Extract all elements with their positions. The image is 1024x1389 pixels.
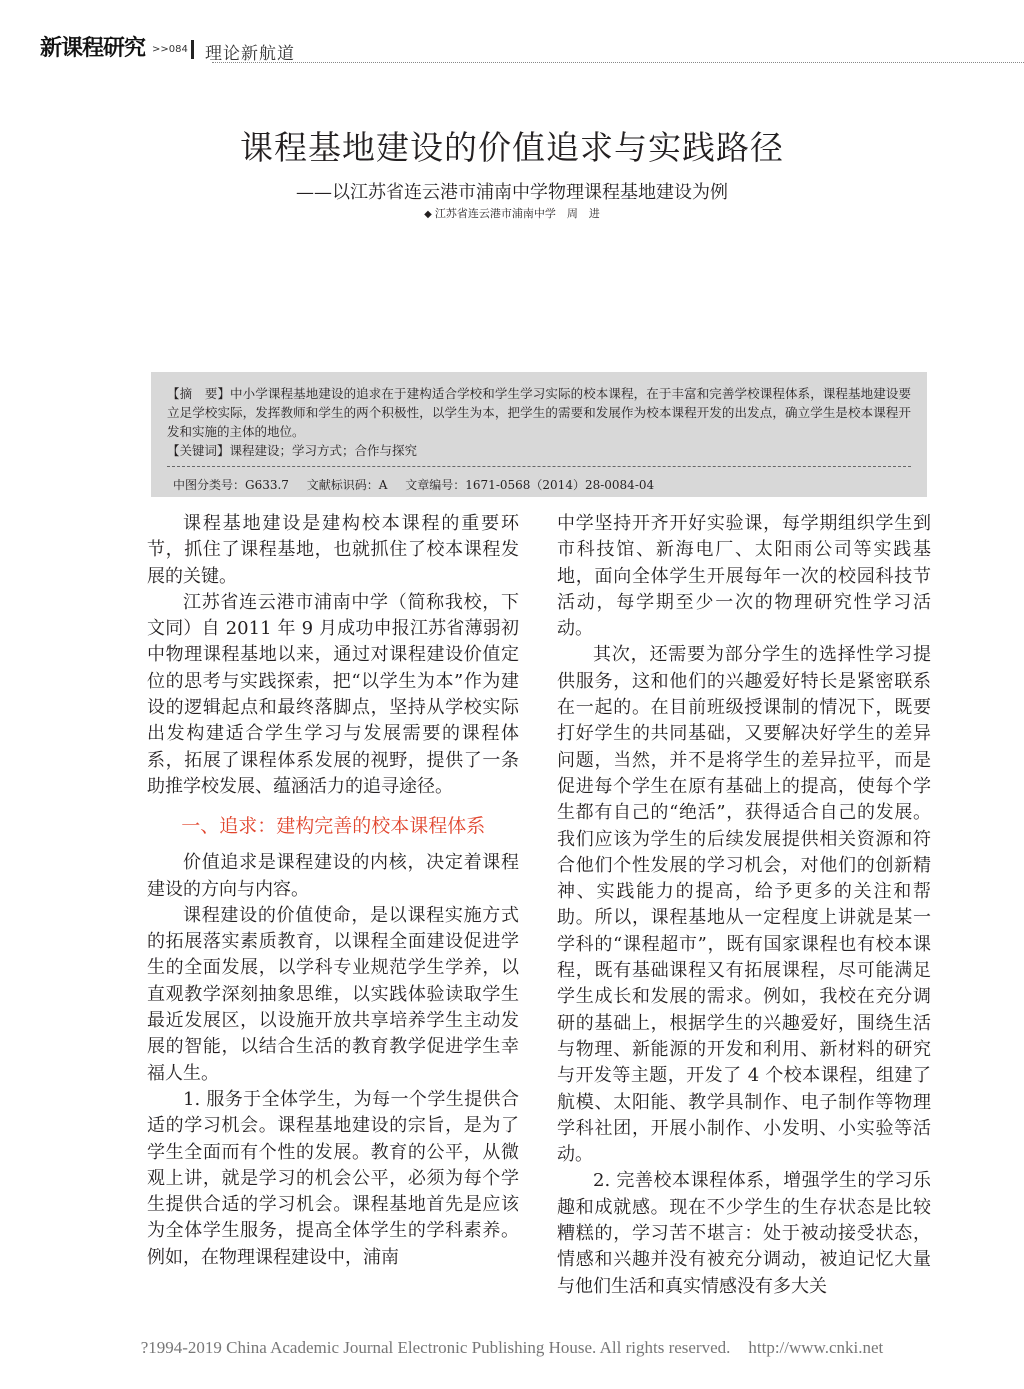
section-heading: 一、追求：建构完善的校本课程体系: [181, 815, 486, 838]
paragraph: 课程建设的价值使命，是以课程实施方式的拓展落实素质教育，以课程全面建设促进学生的全面发展，以学科专业规范学生学养，以直观教学深刻抽象思维，以实践体验读取学生最近发展区，以设施开放共享培养学生主动发展的智能，以结合生活的教育教学促进学生幸福人生。: [147, 904, 519, 1084]
paragraph: 价值追求是课程建设的内核，决定着课程建设的方向与内容。: [147, 852, 519, 900]
paragraph: 课程基地建设是建构校本课程的重要环节，抓住了课程基地，也就抓住了校本课程发展的关键。: [147, 513, 519, 587]
diamond-icon: ◆: [424, 209, 432, 220]
article-number: 文章编号：1671-0568（2014）28-0084-04: [405, 478, 655, 492]
clc-number: 中图分类号：G633.7: [173, 478, 289, 492]
article-subtitle: ——以江苏省连云港市浦南中学物理课程基地建设为例: [296, 182, 728, 203]
abstract-text: 【摘 要】中小学课程基地建设的追求在于建构适合学校和学生学习实际的校本课程，在于丰富和完善学校课程体系，课程基地建设要立足学校实际，发挥教师和学生的两个积极性，以学生为本，把学生的需要和发展作为校本课程开发的出发点，确立学生是校本课程开发和实施的主体的地位。: [167, 386, 911, 439]
author-line: [0, 207, 1024, 222]
header-divider-bar: [191, 40, 194, 59]
document-code: 文献标识码：A: [306, 478, 388, 492]
paragraph: 2. 完善校本课程体系，增强学生的学习乐趣和成就感。现在不少学生的生存状态是比较糟糕的，学习苦不堪言：处于被动接受状态，情感和兴趣并没有被充分调动，被迫记忆大量与他们生活和真实情感没有多大关: [557, 1170, 931, 1297]
classification-line: [173, 476, 911, 495]
abstract-divider: [167, 466, 911, 467]
page-number: >>084: [152, 44, 188, 55]
copyright-notice: ?1994-2019 China Academic Journal Electronic Publishing House. All rights reserved.: [140, 1338, 731, 1357]
article-title: 课程基地建设的价值追求与实践路径: [240, 128, 784, 167]
page-footer: [0, 1338, 1024, 1358]
paragraph: 其次，还需要为部分学生的选择性学习提供服务，这和他们的兴趣爱好特长是紧密联系在一起的。在目前班级授课制的情况下，既要打好学生的共同基础，又要解决好学生的差异问题，当然，并不是将学生的差异拉平，而是促进每个学生在原有基础上的提高，使每个学生都有自己的“绝活”，获得适合自己的发展。我们应该为学生的后续发展提供相关资源和符合他们个性发展的学习机会，对他们的创新精神、实践能力的提高，给予更多的关注和帮助。所以，课程基地从一定程度上讲就是某一学科的“课程超市”，既有国家课程也有校本课程，既有基础课程又有拓展课程，尽可能满足学生成长和发展的需求。例如，我校在充分调研的基础上，根据学生的兴趣爱好，围绕生活与物理、新能源的开发和利用、新材料的研究与开发等主题，开发了 4 个校本课程，组建了航模、太阳能、教学具制作、电子制作等物理学科社团，开展小制作、小发明、小实验等活动。: [557, 644, 931, 1166]
abstract-box: [151, 372, 927, 497]
header-rule: [212, 62, 1024, 63]
author-affiliation: 江苏省连云港市浦南中学 周 进: [434, 207, 600, 220]
paragraph-continued: 中学坚持开齐开好实验课，每学期组织学生到市科技馆、新海电厂、太阳雨公司等实践基地，面向全体学生开展每年一次的校园科技节活动，每学期至少一次的物理研究性学习活动。: [557, 513, 931, 640]
keywords: 【关键词】课程建设；学习方式；合作与探究: [167, 443, 418, 458]
right-column: [557, 511, 931, 1300]
running-header: [0, 0, 1024, 62]
section-name: 理论新航道: [205, 44, 295, 64]
footer-url[interactable]: http://www.cnki.net: [748, 1338, 884, 1357]
paragraph: 江苏省连云港市浦南中学（简称我校，下文同）自 2011 年 9 月成功申报江苏省薄弱初中物理课程基地以来，通过对课程建设价值定位的思考与实践探索，把“以学生为本”作为建设的逻辑起点和最终落脚点，坚持从学校实际出发构建适合学生学习与发展需要的课程体系，拓展了课程体系发展的视野，提供了一条助推学校发展、蕴涵活力的追寻途径。: [147, 591, 519, 797]
left-column: [147, 511, 519, 1271]
paragraph: 1. 服务于全体学生，为每一个学生提供合适的学习机会。课程基地建设的宗旨，是为了学生全面而有个性的发展。教育的公平，从微观上讲，就是学习的机会公平，必须为每个学生提供合适的学习机会。课程基地首先是应该为全体学生服务，提高全体学生的学科素养。例如，在物理课程建设中，浦南: [147, 1088, 519, 1268]
journal-name: 新课程研究: [40, 36, 146, 61]
